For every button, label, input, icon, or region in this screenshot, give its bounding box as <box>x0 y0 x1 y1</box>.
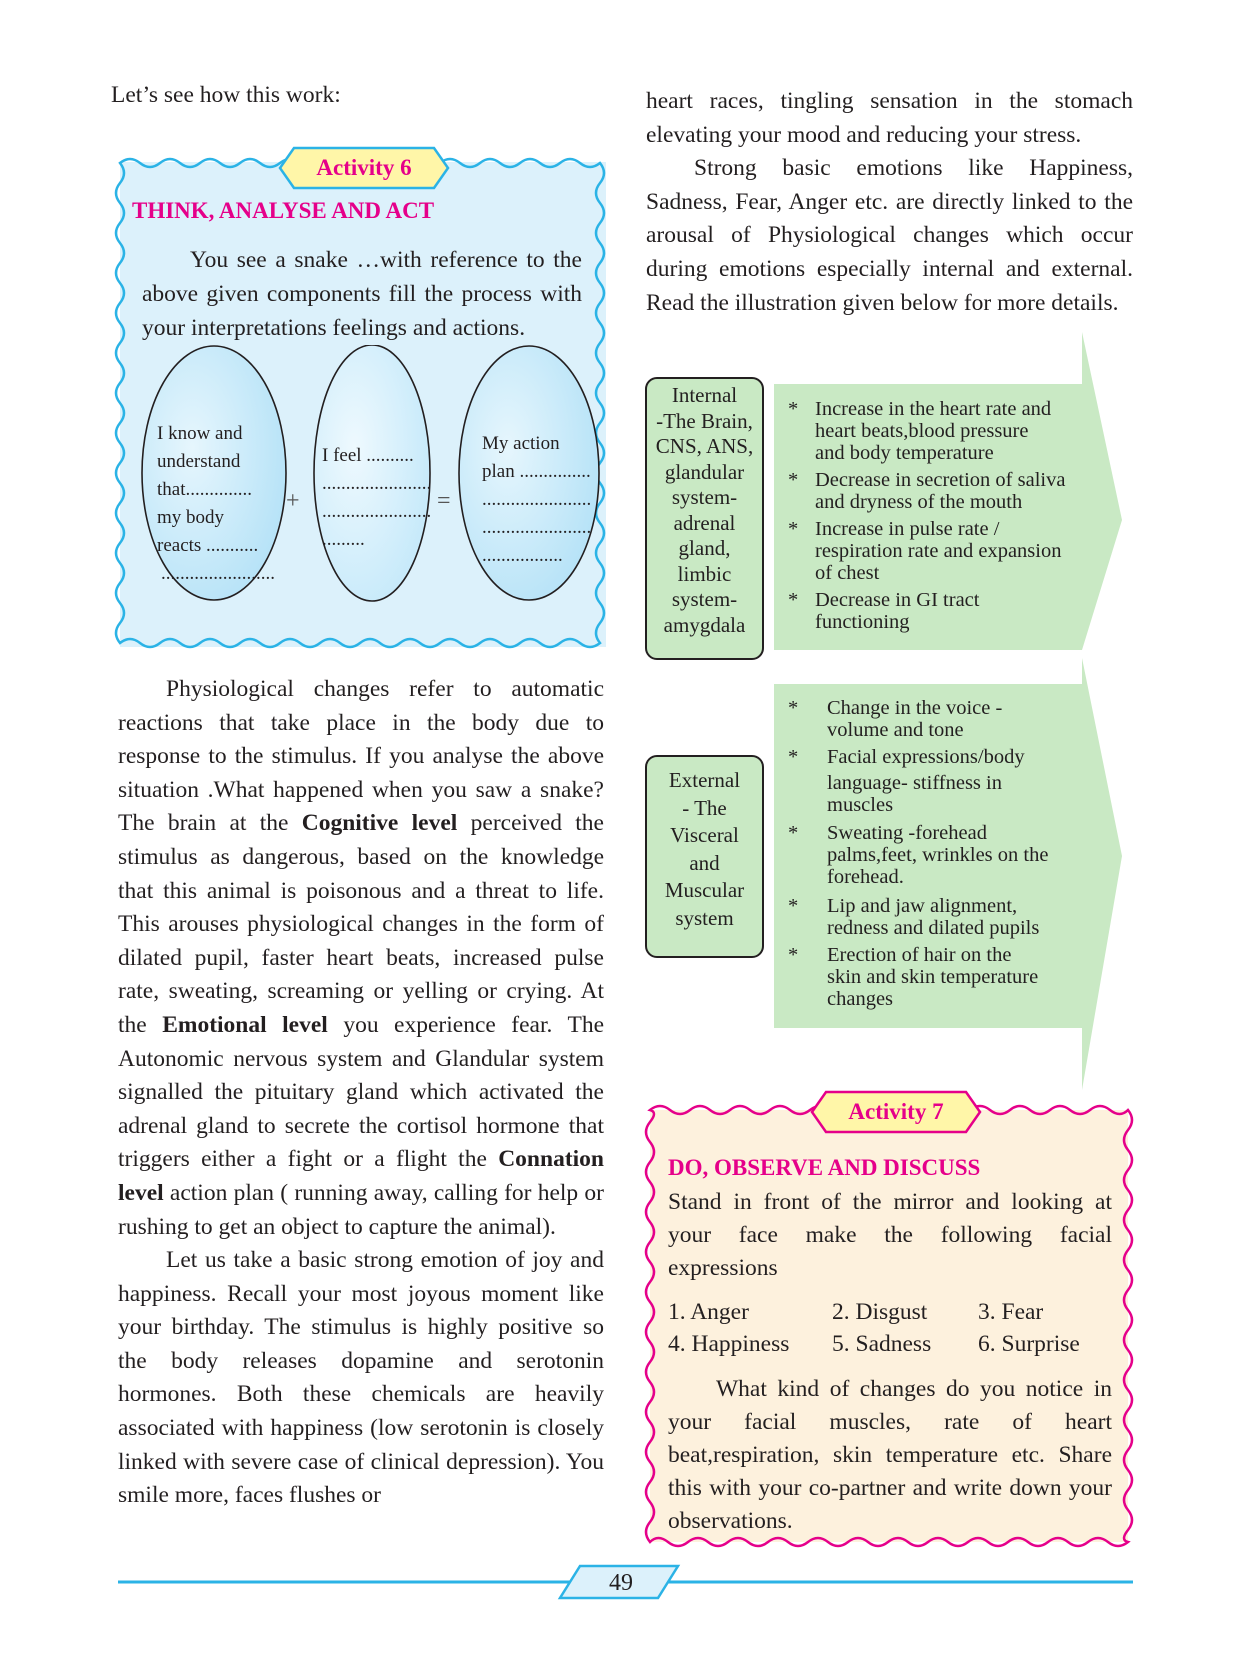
internal-label-box: Internal -The Brain, CNS, ANS, glandular system- adrenal gland, limbic system- amygdala <box>645 377 764 660</box>
paragraph-physiological: Physiological changes refer to automatic reactions that take place in the body due to response to the stimulus. If you analyse the above situation .What happened when you saw a snake? The brain at the Cognitive level perceived the stimulus as dangerous, based on the knowledge that this animal is poisonous and a threat to life. This arouses physiological changes in the form of dilated pupil, faster heart beats, increased pulse rate, sweating, screaming or yelling or crying. At the Emotional level you experience fear. The Autonomic nervous system and Glandular system signalled the pituitary gland which activated the adrenal gland to secrete the cortisol hormone that triggers either a fight or a flight the Connation level action plan ( running away, calling for help or rushing to get an object to capture the animal). <box>118 676 604 1240</box>
activity7-tag: Activity 7 <box>848 1099 944 1124</box>
activity7-question: What kind of changes do you notice in your facial muscles, rate of heart beat,respiration, skin temperature etc. Share this with your co-partner and write down your observations. <box>668 1376 1112 1534</box>
oval-feel-text: I feel .......... ....................... ....................... ......... <box>322 445 432 550</box>
emotion-item: 2. Disgust <box>832 1299 928 1325</box>
activity6-text: You see a snake …with reference to the above given components fill the process with your interpretations feelings and actions. <box>142 247 582 341</box>
page-number: 49 <box>609 1570 633 1596</box>
right-column-text <box>646 85 1133 320</box>
intro-text: Let’s see how this work: <box>111 82 341 108</box>
paragraph-heart-races: heart races, tingling sensation in the stomach elevating your mood and reducing your stress. <box>646 88 1133 148</box>
emotion-item: 1. Anger <box>668 1299 749 1325</box>
internal-point: * Decrease in GI tract functioning <box>788 589 980 633</box>
emotion-item: 4. Happiness <box>668 1331 790 1357</box>
activity6-tag: Activity 6 <box>316 155 412 180</box>
external-point: * Change in the voice - volume and tone <box>788 697 1003 741</box>
paragraph-basic-emotions: Strong basic emotions like Happiness, Sadness, Fear, Anger etc. are directly linked to the arousal of Physiological changes which occur during emotions especially internal and external. Read the illustration given below for more details. <box>646 155 1133 316</box>
emotion-item: 5. Sadness <box>832 1331 932 1357</box>
external-point: * Sweating -forehead palms,feet, wrinkles on the forehead. <box>788 822 1049 888</box>
left-column-text <box>118 673 604 1513</box>
external-point: * Facial expressions/body language- stiffness in muscles <box>788 746 1025 816</box>
equals-sign: = <box>437 488 451 514</box>
external-label-box: External - The Visceral and Muscular system <box>645 755 764 958</box>
oval-action-text: My action plan ............... ....................... ....................... ................. <box>482 433 592 566</box>
emotion-item: 6. Surprise <box>978 1331 1080 1357</box>
external-point: * Erection of hair on the skin and skin temperature changes <box>788 944 1039 1010</box>
internal-point: * Decrease in secretion of saliva and dryness of the mouth <box>788 469 1066 513</box>
internal-point: * Increase in pulse rate / respiration rate and expansion of chest <box>788 518 1062 584</box>
activity6-heading: THINK, ANALYSE AND ACT <box>132 198 435 223</box>
paragraph-joy: Let us take a basic strong emotion of joy and happiness. Recall your most joyous moment like your birthday. The stimulus is highly positive so the body releases dopamine and serotonin hormones. Both these chemicals are heavily associated with happiness (low serotonin is closely linked with severe case of clinical depression). You smile more, faces flushes or <box>118 1247 604 1509</box>
plus-sign: + <box>286 488 300 514</box>
emotion-item: 3. Fear <box>978 1299 1044 1325</box>
activity7-heading: DO, OBSERVE AND DISCUSS <box>668 1155 981 1180</box>
external-point: * Lip and jaw alignment, redness and dilated pupils <box>788 895 1040 939</box>
activity7-instructions: Stand in front of the mirror and looking at your face make the following facial expressions <box>668 1189 1112 1281</box>
oval-know-text: I know and understand that.............. my body reacts ........... ........................ <box>157 423 275 584</box>
internal-point: * Increase in the heart rate and heart beats,blood pressure and body temperature <box>788 398 1052 464</box>
